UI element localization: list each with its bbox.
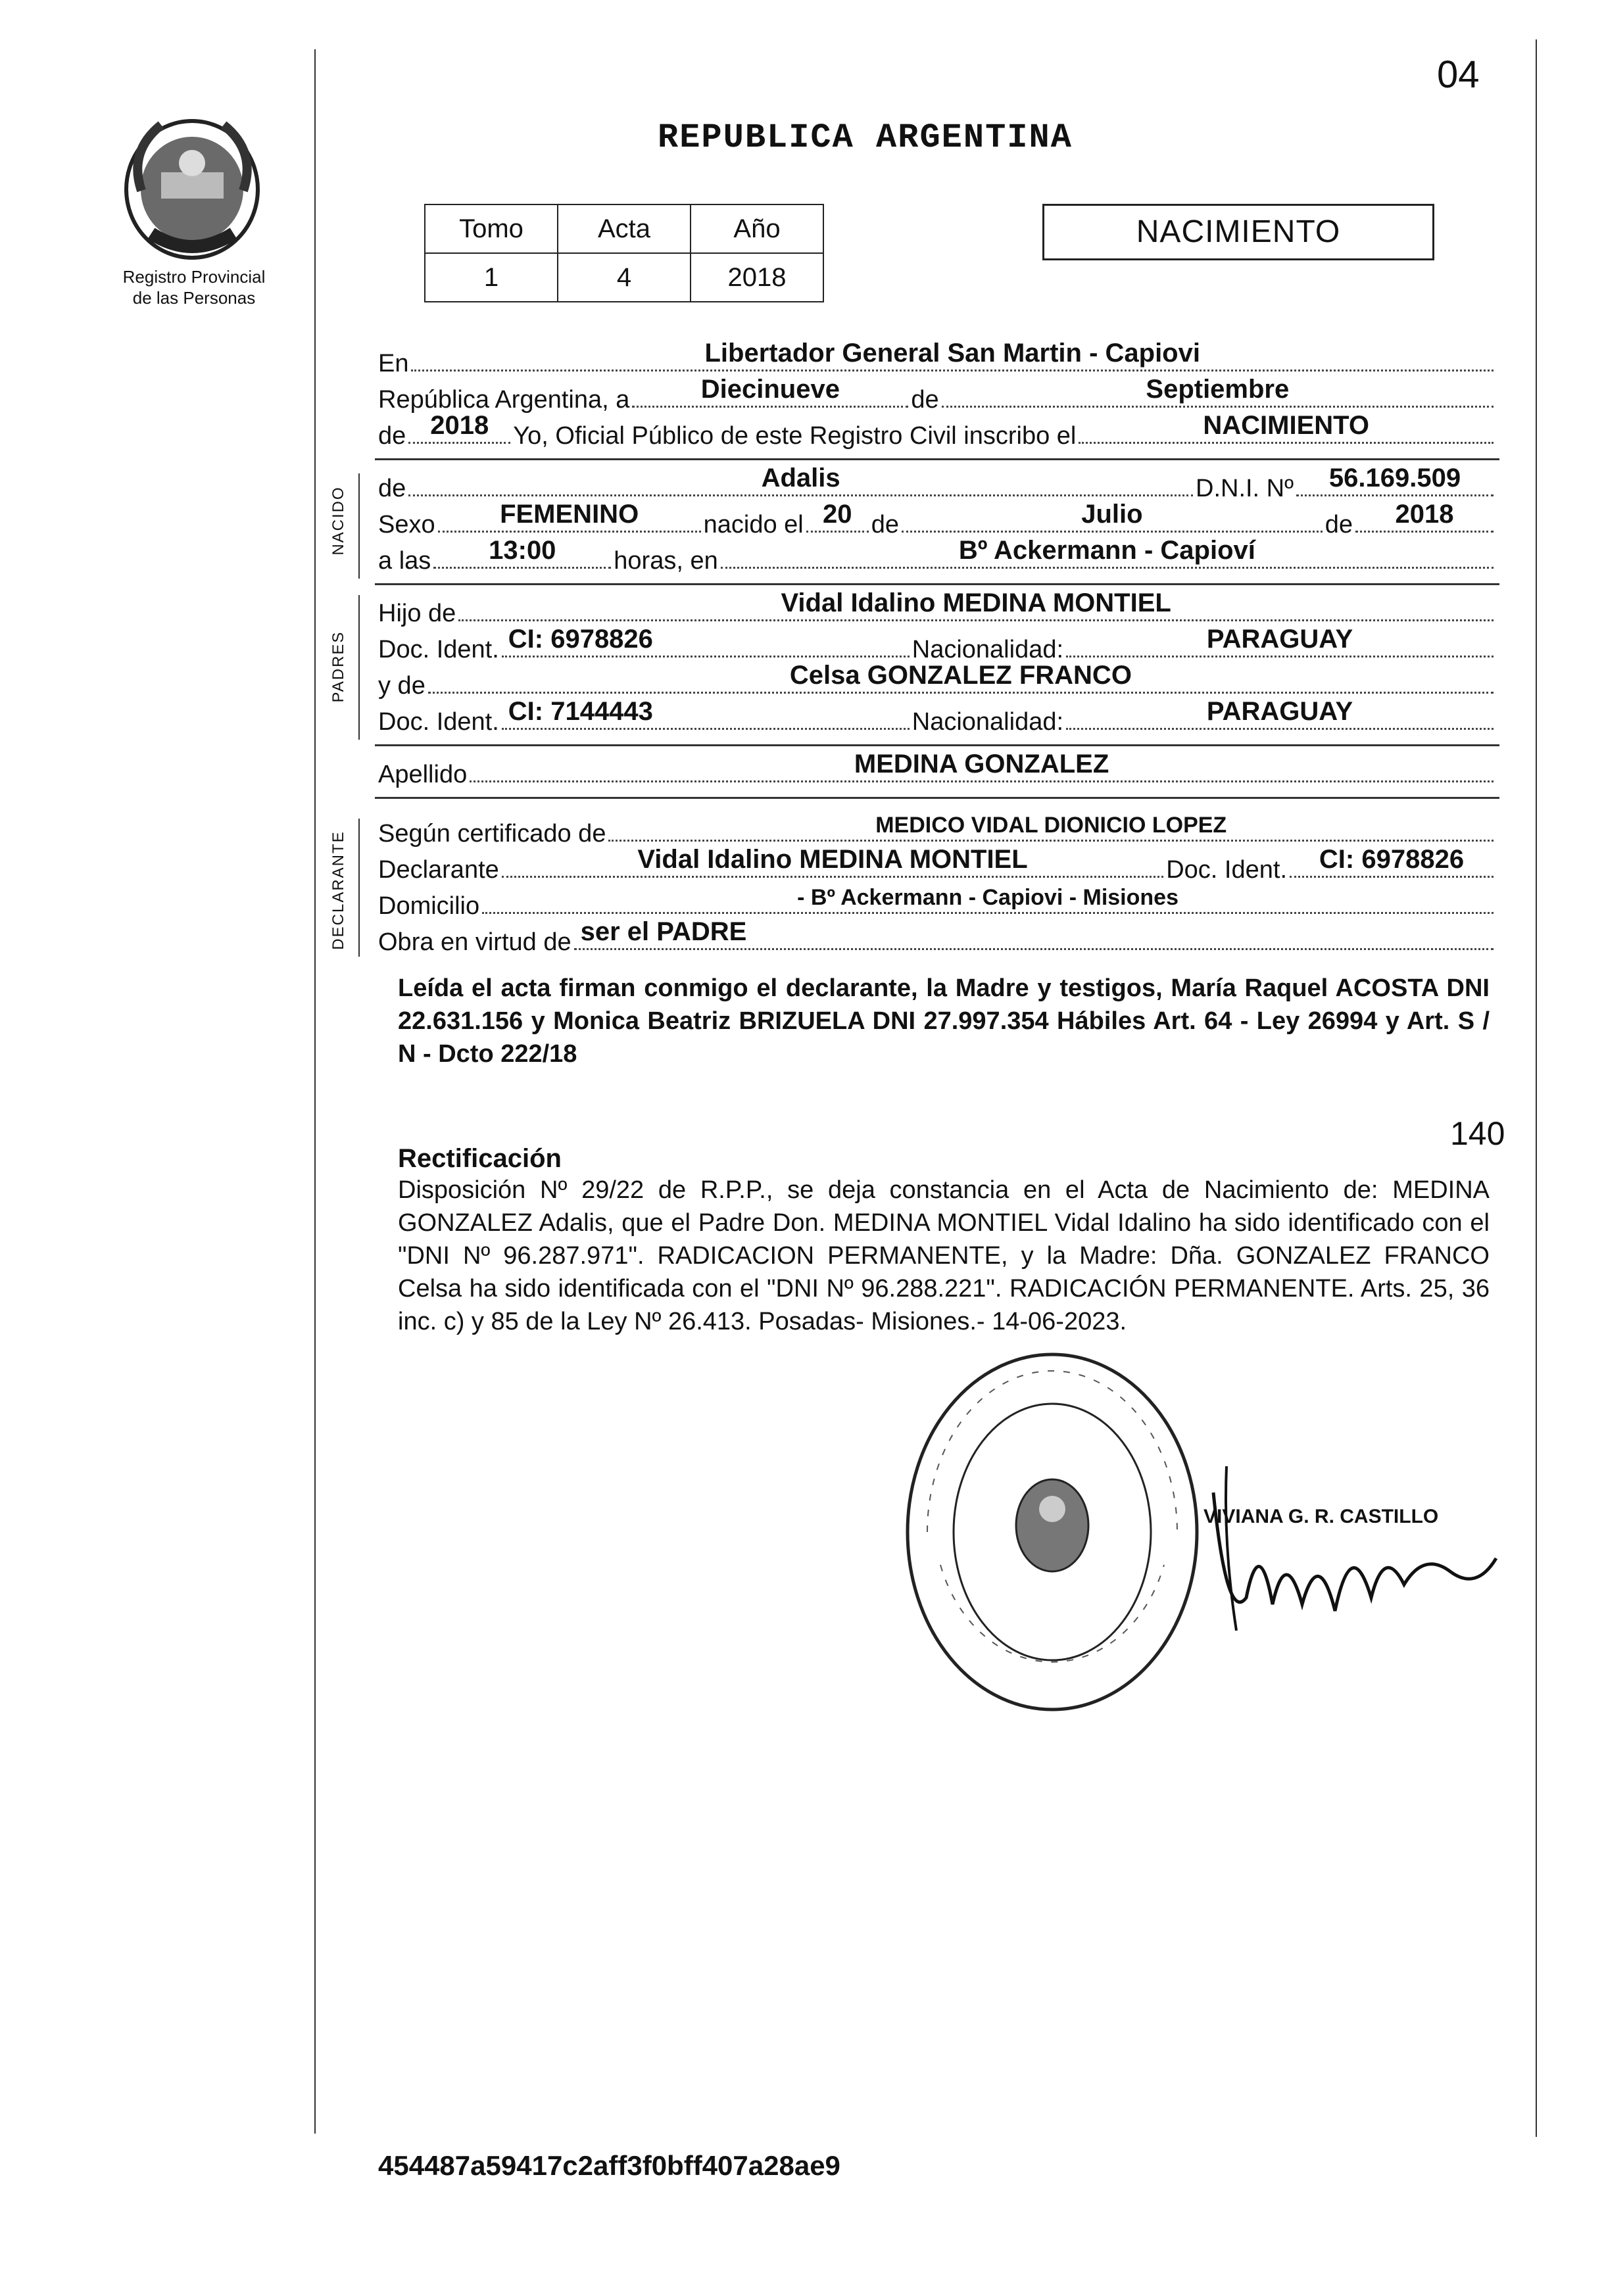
label-doc-ident: Doc. Ident. xyxy=(378,636,499,663)
value-domicilio: - Bº Ackermann - Capiovi - Misiones xyxy=(797,885,1179,910)
table-cell-tomo: 1 xyxy=(425,253,558,302)
field-declarante xyxy=(502,845,1163,878)
label-de-anio-nac: de xyxy=(1325,511,1353,538)
form-row-sexo xyxy=(378,500,1496,539)
value-nac-anio: 2018 xyxy=(1395,500,1454,529)
label-horas-en: horas, en xyxy=(614,547,718,575)
field-madre-nac xyxy=(1066,697,1494,730)
label-de-nombre: de xyxy=(378,475,406,502)
label-a-las: a las xyxy=(378,547,431,575)
label-de-anio: de xyxy=(378,422,406,450)
label-republica: República Argentina, a xyxy=(378,386,630,414)
label-domicilio: Domicilio xyxy=(378,892,480,920)
separator-line xyxy=(375,458,1499,460)
form-row-padre xyxy=(378,588,1496,628)
label-certificado: Según certificado de xyxy=(378,820,606,848)
field-padre-doc xyxy=(502,625,910,658)
side-label-nacido: NACIDO xyxy=(329,486,347,556)
record-type-box: NACIMIENTO xyxy=(1042,204,1434,260)
label-de-mes: de xyxy=(871,511,900,538)
form-row-madre-doc xyxy=(378,697,1496,736)
field-sexo xyxy=(438,500,701,533)
field-nac-dia xyxy=(806,500,869,533)
form-row-domicilio xyxy=(378,885,1496,921)
label-apellido: Apellido xyxy=(378,761,468,788)
side-label-padres: PADRES xyxy=(329,631,347,703)
form-row-padre-doc xyxy=(378,625,1496,664)
field-nac-anio xyxy=(1355,500,1494,533)
label-sexo: Sexo xyxy=(378,511,435,538)
table-header-acta: Acta xyxy=(558,204,691,253)
separator-line xyxy=(375,744,1499,746)
registry-table xyxy=(424,204,824,302)
form-row-fecha xyxy=(378,375,1496,414)
field-hora xyxy=(433,536,611,569)
value-inscribo: NACIMIENTO xyxy=(1203,411,1369,440)
official-seal-stamp xyxy=(901,1348,1203,1716)
field-anio xyxy=(408,411,510,444)
label-dni: D.N.I. Nº xyxy=(1196,475,1294,502)
handwritten-signature xyxy=(1187,1466,1503,1637)
side-bracket-declarante xyxy=(358,819,360,957)
value-dia: Diecinueve xyxy=(700,375,840,404)
closing-statement: Leída el acta firman conmigo el declarante, la Madre y testigos, María Raquel ACOSTA DNI 22.631.156 y Monica Beatriz BRIZUELA DNI 27.997.354 Hábiles Art. 64 - Ley 26994 y Art. S / N - Dcto 222/18 xyxy=(398,974,1490,1068)
field-madre xyxy=(428,661,1494,694)
field-domicilio xyxy=(482,885,1494,914)
field-apellido xyxy=(470,750,1494,782)
field-padre-nac xyxy=(1066,625,1494,658)
form-row-en xyxy=(378,339,1496,378)
label-declarante: Declarante xyxy=(378,856,499,884)
field-dni xyxy=(1296,464,1494,496)
label-hijo-de: Hijo de xyxy=(378,600,456,627)
field-en xyxy=(411,339,1494,371)
document-title: REPUBLICA ARGENTINA xyxy=(658,118,1073,157)
form-row-hora xyxy=(378,536,1496,575)
label-obra: Obra en virtud de xyxy=(378,928,571,956)
logo-caption xyxy=(99,266,289,308)
form-row-nombre xyxy=(378,464,1496,503)
form-row-anio xyxy=(378,411,1496,450)
value-madre-doc: CI: 7144443 xyxy=(508,697,653,726)
side-bracket-padres xyxy=(358,595,360,740)
field-padre xyxy=(458,588,1494,621)
value-padre-doc: CI: 6978826 xyxy=(508,625,653,654)
value-declarante-doc: CI: 6978826 xyxy=(1319,845,1465,874)
document-hash: 454487a59417c2aff3f0bff407a28ae9 xyxy=(378,2150,840,2181)
value-nac-dia: 20 xyxy=(823,500,852,529)
logo-caption-line2: de las Personas xyxy=(132,288,256,308)
field-certificado xyxy=(608,813,1494,842)
value-padre: Vidal Idalino MEDINA MONTIEL xyxy=(781,588,1171,617)
rectification-body: Disposición Nº 29/22 de R.P.P., se deja constancia en el Acta de Nacimiento de: MEDINA GONZALEZ Adalis, que el Padre Don. MEDINA MONTIEL Vidal Idalino ha sido identificado con el "DNI Nº 96.287.971". RADICACION PERMANENTE, y la Madre: Dña. GONZALEZ FRANCO Celsa ha sido identificada con el "DNI Nº 96.288.221". RADICACIÓN PERMANENTE. Arts. 25, 36 inc. c) y 85 de la Ley Nº 26.413. Posadas- Misiones.- 14-06-2023. xyxy=(398,1176,1490,1335)
form-row-obra xyxy=(378,917,1496,957)
label-y-de: y de xyxy=(378,672,425,700)
logo-caption-line1: Registro Provincial xyxy=(122,267,266,287)
table-header-tomo: Tomo xyxy=(425,204,558,253)
rectification-heading: Rectificación xyxy=(398,1144,562,1173)
label-de: de xyxy=(911,386,939,414)
value-sexo: FEMENINO xyxy=(500,500,639,529)
value-nac-mes: Julio xyxy=(1081,500,1143,529)
field-declarante-doc xyxy=(1290,845,1494,878)
label-nacionalidad: Nacionalidad: xyxy=(911,636,1064,663)
field-inscribo xyxy=(1079,411,1494,444)
field-madre-doc xyxy=(502,697,910,730)
value-nombre: Adalis xyxy=(761,464,840,492)
label-doc-ident: Doc. Ident. xyxy=(1166,856,1287,884)
label-nacido-el: nacido el xyxy=(703,511,804,538)
side-label-declarante: DECLARANTE xyxy=(329,830,347,950)
value-hora: 13:00 xyxy=(489,536,556,565)
value-madre-nac: PARAGUAY xyxy=(1206,697,1353,726)
value-certificado: MEDICO VIDAL DIONICIO LOPEZ xyxy=(875,813,1227,838)
value-apellido: MEDINA GONZALEZ xyxy=(854,750,1109,778)
form-row-declarante xyxy=(378,845,1496,884)
separator-line xyxy=(375,797,1499,799)
signer-stamp-name: VIVIANA G. R. CASTILLO xyxy=(1203,1506,1439,1527)
value-padre-nac: PARAGUAY xyxy=(1206,625,1353,654)
value-anio: 2018 xyxy=(430,411,489,440)
value-declarante: Vidal Idalino MEDINA MONTIEL xyxy=(637,845,1028,874)
value-obra: ser el PADRE xyxy=(580,917,747,946)
value-mes: Septiembre xyxy=(1146,375,1290,404)
value-madre: Celsa GONZALEZ FRANCO xyxy=(789,661,1132,690)
provincial-emblem-logo xyxy=(115,112,270,263)
left-margin-line xyxy=(314,49,316,2134)
value-lugar-inscripcion: Libertador General San Martin - Capiovi xyxy=(704,339,1200,368)
label-nacionalidad: Nacionalidad: xyxy=(911,708,1064,736)
label-doc-ident: Doc. Ident. xyxy=(378,708,499,736)
label-yo-oficial: Yo, Oficial Público de este Registro Civil inscribo el xyxy=(513,422,1077,450)
field-nombre xyxy=(408,464,1193,496)
page-number: 04 xyxy=(1437,53,1480,96)
table-cell-acta: 4 xyxy=(558,253,691,302)
form-row-apellido xyxy=(378,750,1496,789)
field-nac-mes xyxy=(902,500,1323,533)
value-lugar-nac: Bº Ackermann - Capioví xyxy=(958,536,1255,565)
rectification-number: 140 xyxy=(1450,1115,1505,1152)
field-mes xyxy=(942,375,1494,408)
side-bracket-nacido xyxy=(358,473,360,579)
table-header-anio: Año xyxy=(691,204,823,253)
separator-line xyxy=(375,583,1499,585)
form-row-madre xyxy=(378,661,1496,700)
value-dni: 56.169.509 xyxy=(1328,464,1461,492)
field-lugar-nac xyxy=(721,536,1494,569)
table-cell-anio: 2018 xyxy=(691,253,823,302)
field-dia xyxy=(632,375,908,408)
label-en: En xyxy=(378,350,409,377)
form-row-certificado xyxy=(378,815,1496,848)
right-margin-line xyxy=(1536,39,1537,2137)
field-obra xyxy=(574,917,1494,950)
